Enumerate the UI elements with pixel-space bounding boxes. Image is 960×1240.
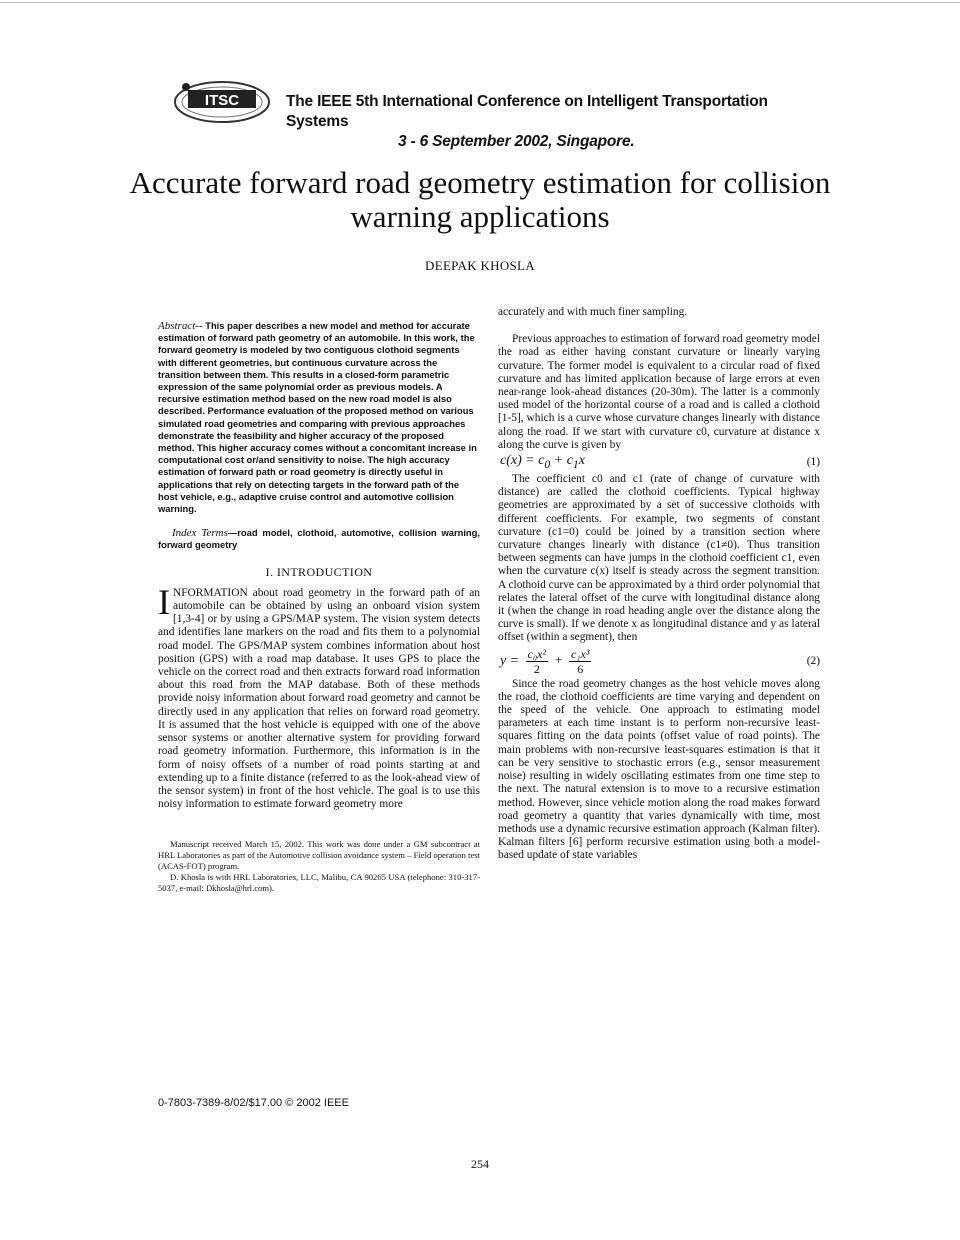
paragraph-previous-approaches: Previous approaches to estimation of forward road geometry model the road as either having constant curvature or linearly varying curvature. The former model is equivalent to a circular road of fixed curvature and has limited application because of large errors at even near-range look-ahead distances (20-30m). The latter is a commonly used model of the horizontal course of a road and is called a clothoid [1-5], which is a curve whose curvature changes linearly with distance along the road. If we start with curvature c0, curvature at distance x along the curve is given by bbox=[498, 333, 820, 451]
conference-header bbox=[286, 92, 806, 152]
paper-title: Accurate forward road geometry estimation for collision warning applications bbox=[129, 165, 831, 234]
abstract-label: Abstract-- bbox=[158, 320, 203, 332]
right-column bbox=[498, 306, 820, 863]
continuation-text: accurately and with much finer sampling. bbox=[498, 306, 688, 318]
conference-line-1: The IEEE 5th International Conference on Intelligent Transportation Systems bbox=[286, 93, 768, 130]
equation-2-number: (2) bbox=[806, 654, 820, 667]
abstract bbox=[158, 320, 480, 515]
intro-smallcaps: NFORMATION bbox=[173, 586, 248, 599]
top-rule bbox=[0, 2, 960, 3]
index-terms-text: —road model, clothoid, automotive, collision warning, forward geometry bbox=[158, 527, 480, 551]
intro-text: about road geometry in the forward path of an automobile can be obtained by using an onboard vision system [1,3-4] or by using a GPS/MAP system. The vision system detects and identifies lane markers on the road and fits them to a polynomial road model. The GPS/MAP system combines information about host position (GPS) with a road map database. It uses GPS to place the vehicle on the correct road and then extracts forward road information about this road from the MAP database. Both of these methods provide noisy information about forward road geometry and cannot be directly used in any application that relies on forward road geometry. It is assumed that the host vehicle is equipped with one of the above sensor systems or another alternative system for providing forward road geometry information. Furthermore, this information is in the form of noisy offsets of a number of road points starting at and extending up to a finite distance (referred to as the look-ahead view of the sensor system) in front of the host vehicle. The goal is to use this noisy information to estimate forward geometry more bbox=[158, 586, 480, 811]
equation-2 bbox=[498, 647, 820, 676]
equation-1-number: (1) bbox=[806, 455, 820, 468]
paragraph-clothoid: The coefficient c0 and c1 (rate of change of curvature with distance) are called the clothoid coefficients. Typical highway geometries are approximated by a set of successive clothoids with different coefficients. For example, two segments of constant curvature (c1=0) could be joined by a transition section where curvature changes linearly with distance (c1≠0). Thus transition between segments can have jumps in the clothoid coefficient c1, even when the curvature c(x) itself is steady across the segment transition. A clothoid curve can be approximated by a third order polynomial that relates the lateral offset of the curve with longitudinal distance along it (when the change in road heading angle over the distance along the curve is small). If we denote x as longitudinal distance and y as lateral offset (within a segment), then bbox=[498, 473, 820, 644]
itsc-logo bbox=[172, 78, 272, 124]
paper-author: DEEPAK KHOSLA bbox=[425, 258, 535, 273]
index-terms bbox=[158, 527, 480, 551]
abstract-text: This paper describes a new model and method for accurate estimation of forward path geometry of an automobile. In this work, the forward geometry is modeled by two contiguous clothoid segments with different geometries, but continuous curvature across the transition between them. This results in a closed-form parametric expression of the same polynomial order as previous models. A recursive estimation method based on the new road model is also described. Performance evaluation of the proposed method on various simulated road geometries and comparing with previous approaches demonstrate the feasibility and higher accuracy of the proposed method. This higher accuracy comes without a concomitant increase in computational cost or/and sensitivity to noise. The high accuracy estimation of forward path or road geometry is directly useful in applications that rely on detecting targets in the forward path of the host vehicle, e.g., adaptive cruise control and automotive collision warning. bbox=[158, 320, 477, 515]
index-terms-label: Index Terms bbox=[172, 527, 228, 540]
equation-1 bbox=[498, 454, 820, 471]
copyright-notice: 0-7803-7389-8/02/$17.00 © 2002 IEEE bbox=[158, 1097, 349, 1109]
left-column bbox=[158, 320, 480, 893]
footnote-author: D. Khosla is with HRL Laboratories, LLC, Malibu, CA 90265 USA (telephone: 310-317-5037, e-mail: Dkhosla@hrl.com). bbox=[158, 871, 480, 893]
logo-text: ITSC bbox=[204, 92, 240, 109]
intro-paragraph bbox=[158, 581, 480, 811]
dropcap: I bbox=[158, 581, 170, 622]
page-number: 254 bbox=[471, 1157, 489, 1171]
footnote-manuscript: Manuscript received March 15, 2002. This work was done under a GM subcontract at HRL Laboratories as part of the Automotive collision avoidance system – Field operation test (ACAS-FOT) program. bbox=[158, 839, 480, 871]
paragraph-estimation: Since the road geometry changes as the host vehicle moves along the road, the clothoid coefficients are time varying and dependent on the speed of the vehicle. One approach to estimating model parameters at each time instant is to perform non-recursive least-squares fitting on the data points (offset value of road points). The main problems with non-recursive least-squares estimation is that it can be very sensitive to stochastic errors (e.g., sensor measurement noise) resulting in widely oscillating estimates from one time step to the next. The natural extension is to move to a recursive estimation method. However, since vehicle motion along the road makes forward road geometry a quantity that varies dynamically with time, most methods use a dynamic recursive estimation approach (Kalman filter). Kalman filters [6] perform recursive estimation using both a model-based update of state variables bbox=[498, 677, 820, 862]
conference-line-2: 3 - 6 September 2002, Singapore. bbox=[398, 133, 635, 150]
equation-2-expression: y = $\frac{\text{c₀x²}}{2}$ + $\frac{\text{c₁x³}}{6}$ bbox=[500, 646, 590, 676]
section-heading-introduction: I. INTRODUCTION bbox=[265, 564, 373, 579]
equation-1-expression: $c(x) = c_0 + c_1x$ bbox=[500, 453, 585, 471]
